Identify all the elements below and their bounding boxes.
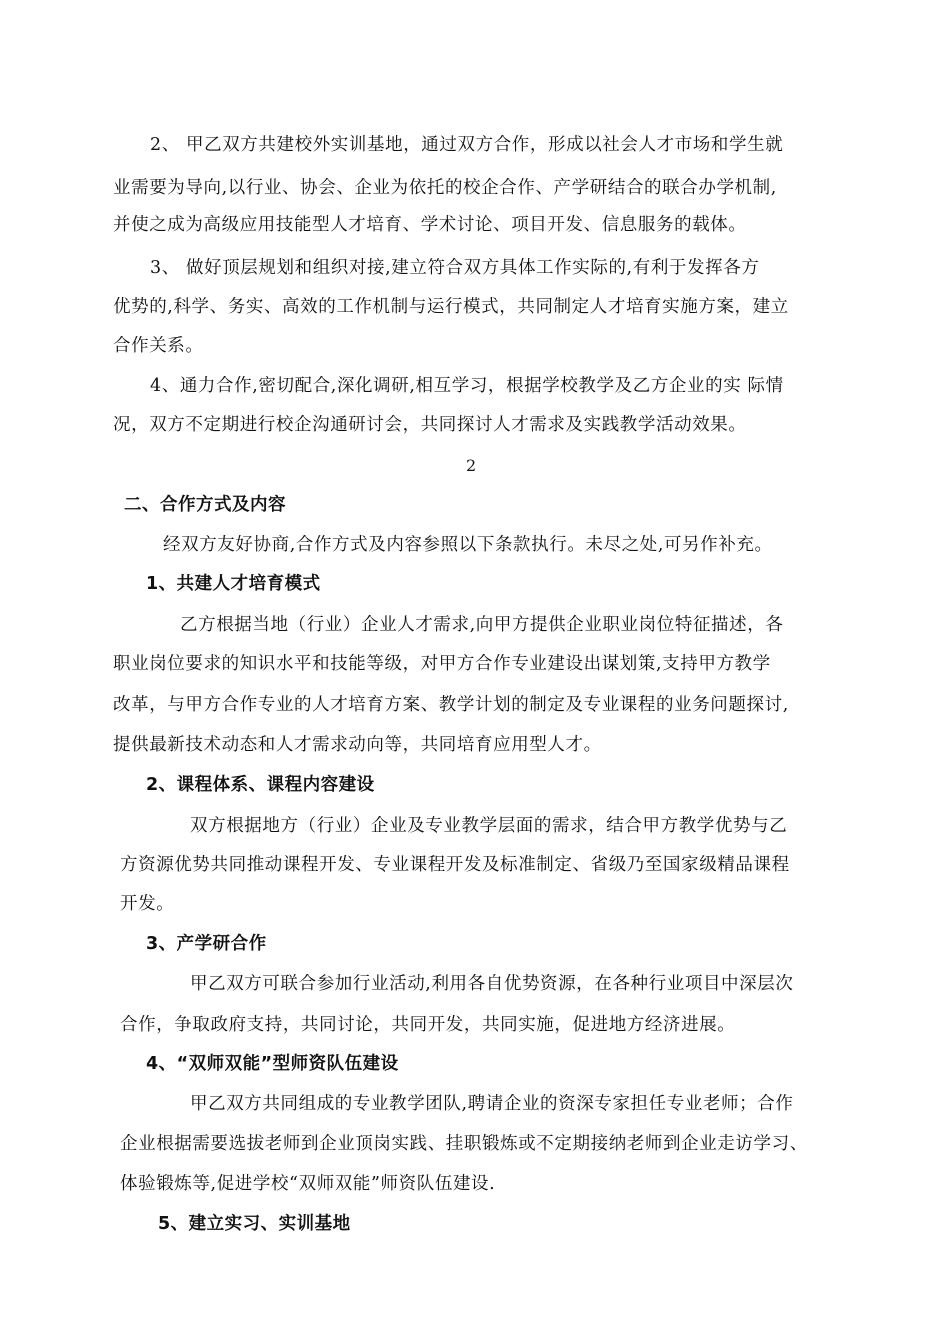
item3-line-2: 优势的,科学、务实、高效的工作机制与运行模式，共同制定人才培育实施方案，建立: [113, 297, 789, 317]
subsection-3-line-1: 甲乙双方可联合参加行业活动,利用各自优势资源，在各种行业项目中深层次: [190, 974, 794, 994]
item3-line-3: 合作关系。: [113, 336, 204, 356]
subsection-1-line-1: 乙方根据当地（行业）企业人才需求,向甲方提供企业职业岗位特征描述，各: [180, 615, 784, 635]
item2-line-2: 业需要为导向,以行业、协会、企业为依托的校企合作、产学研结合的联合办学机制,: [113, 178, 777, 198]
subsection-5-title: 5、建立实习、实训基地: [158, 1214, 351, 1234]
item2-line-3: 并使之成为高级应用技能型人才培育、学术讨论、项目开发、信息服务的载体。: [113, 215, 747, 235]
item4-line-1: 4、通力合作,密切配合,深化调研,相互学习，根据学校教学及乙方企业的实 际情: [150, 376, 784, 396]
subsection-2-title: 2、课程体系、课程内容建设: [146, 775, 375, 795]
subsection-2-line-1: 双方根据地方（行业）企业及专业教学层面的需求，结合甲方教学优势与乙: [190, 816, 788, 836]
page-number: 2: [466, 456, 477, 475]
subsection-2-line-3: 开发。: [120, 894, 175, 914]
subsection-4-line-1: 甲乙双方共同组成的专业教学团队,聘请企业的资深专家担任专业老师；合作: [190, 1094, 794, 1114]
item4-line-2: 况，双方不定期进行校企沟通研讨会，共同探讨人才需求及实践教学活动效果。: [113, 415, 747, 435]
subsection-4-line-3: 体验锻炼等,促进学校“双师双能”师资队伍建设.: [120, 1174, 496, 1194]
subsection-4-line-2: 企业根据需要选拔老师到企业顶岗实践、挂职锻炼或不定期接纳老师到企业走访学习、: [120, 1134, 808, 1154]
subsection-1-title: 1、共建人才培育模式: [146, 574, 321, 594]
subsection-1-line-3: 改革，与甲方合作专业的人才培育方案、教学计划的制定及专业课程的业务问题探讨,: [113, 695, 789, 715]
subsection-1-line-4: 提供最新技术动态和人才需求动向等，共同培育应用型人才。: [113, 735, 602, 755]
section-intro: 经双方友好协商,合作方式及内容参照以下条款执行。未尽之处,可另作补充。: [163, 535, 773, 555]
subsection-4-title: 4、“双师双能”型师资队伍建设: [146, 1054, 399, 1074]
subsection-3-title: 3、产学研合作: [146, 934, 267, 954]
item2-line-1: 2、 甲乙双方共建校外实训基地，通过双方合作，形成以社会人才市场和学生就: [150, 135, 784, 155]
item3-line-1: 3、 做好顶层规划和组织对接,建立符合双方具体工作实际的,有利于发挥各方: [150, 258, 760, 278]
subsection-2-line-2: 方资源优势共同推动课程开发、专业课程开发及标准制定、省级乃至国家级精品课程: [120, 855, 790, 875]
subsection-1-line-2: 职业岗位要求的知识水平和技能等级，对甲方合作专业建设出谋划策,支持甲方教学: [113, 654, 771, 674]
subsection-3-line-2: 合作，争取政府支持，共同讨论，共同开发，共同实施，促进地方经济进展。: [120, 1015, 736, 1035]
section-title: 二、合作方式及内容: [124, 495, 286, 515]
